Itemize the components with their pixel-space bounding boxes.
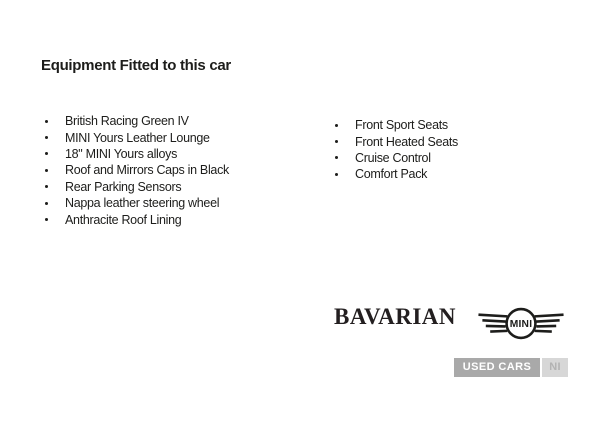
equipment-item-label: Cruise Control (355, 150, 431, 165)
mini-wings-logo-icon (477, 300, 565, 347)
bullet-icon (45, 202, 48, 205)
list-item (45, 162, 229, 178)
list-item (335, 150, 458, 166)
list-item (45, 146, 229, 162)
list-item (335, 166, 458, 182)
equipment-item-label: 18" MINI Yours alloys (65, 146, 178, 161)
bavarian-dealer-wordmark: BAVARIAN (334, 304, 457, 329)
equipment-item-label: Comfort Pack (355, 167, 428, 182)
list-item (335, 117, 458, 133)
mini-logo-label: MINI (509, 319, 533, 331)
list-item (45, 113, 229, 129)
bullet-icon (45, 120, 48, 123)
equipment-list-left (45, 113, 229, 228)
bullet-icon (45, 218, 48, 221)
list-item (45, 211, 229, 227)
equipment-list-right (335, 117, 458, 183)
equipment-item-label: Rear Parking Sensors (65, 179, 182, 194)
used-cars-ni-badge (454, 358, 568, 377)
bullet-icon (45, 152, 48, 155)
bullet-icon (45, 136, 48, 139)
list-item (45, 179, 229, 195)
equipment-item-label: Front Sport Seats (355, 118, 448, 133)
equipment-item-label: MINI Yours Leather Lounge (65, 130, 210, 145)
bullet-icon (335, 156, 338, 159)
equipment-item-label: Front Heated Seats (355, 134, 458, 149)
equipment-item-label: Nappa leather steering wheel (65, 196, 220, 211)
page-title: Equipment Fitted to this car (41, 57, 231, 75)
bullet-icon (335, 173, 338, 176)
list-item (45, 195, 229, 211)
bullet-icon (45, 169, 48, 172)
bullet-icon (45, 185, 48, 188)
equipment-item-label: Anthracite Roof Lining (65, 212, 182, 227)
bullet-icon (335, 140, 338, 143)
equipment-item-label: Roof and Mirrors Caps in Black (65, 163, 229, 178)
used-cars-badge-label: USED CARS (454, 358, 540, 377)
list-item (335, 133, 458, 149)
bullet-icon (335, 124, 338, 127)
equipment-item-label: British Racing Green IV (65, 114, 189, 129)
region-badge-label: NI (542, 358, 568, 377)
list-item (45, 129, 229, 145)
